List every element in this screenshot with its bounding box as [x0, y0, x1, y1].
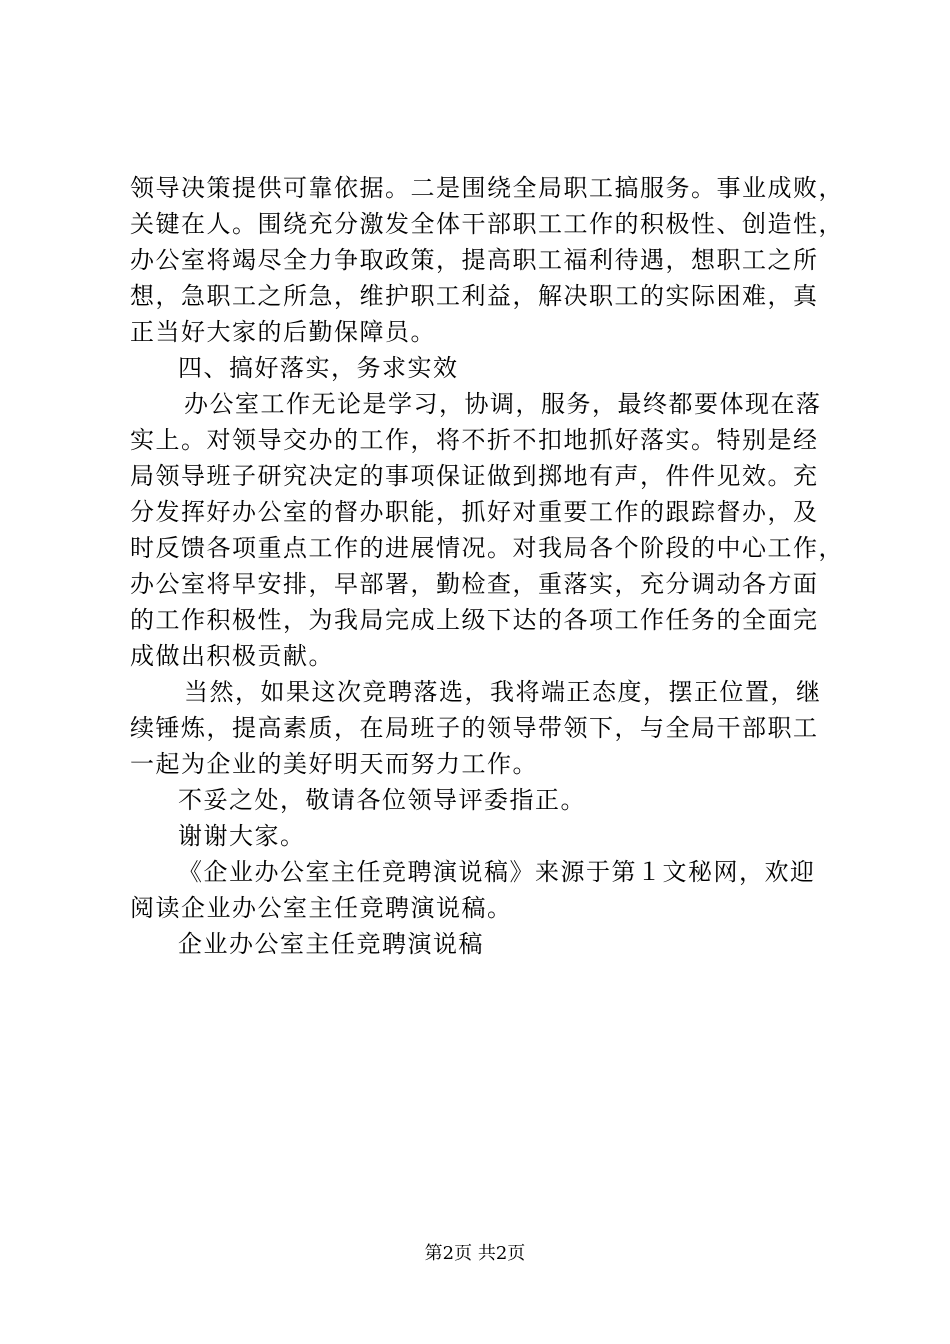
text-line: 分发挥好办公室的督办职能，抓好对重要工作的跟踪督办，及: [130, 498, 819, 526]
paragraph-source-note: [130, 854, 830, 926]
paragraph-if-not-selected: [130, 674, 830, 782]
text-line: 办公室将早安排，早部署，勤检查，重落实，充分调动各方面: [130, 570, 819, 598]
text-line: 实上。对领导交办的工作，将不折不扣地抓好落实。特别是经: [130, 426, 819, 454]
text-line: 成做出积极贡献。: [130, 642, 334, 670]
text-line: 想，急职工之所急，维护职工利益，解决职工的实际困难，真: [130, 282, 819, 310]
section-heading-four: [130, 350, 830, 386]
text-line: 续锤炼，提高素质，在局班子的领导带领下，与全局干部职工: [130, 714, 819, 742]
text-line: 四、搞好落实，务求实效: [178, 354, 459, 382]
paragraph-closing-request: [130, 782, 830, 818]
document-body: [130, 170, 844, 962]
text-line: 《企业办公室主任竞聘演说稿》来源于第１文秘网，欢迎: [178, 858, 816, 886]
text-line: 一起为企业的美好明天而努力工作。: [130, 750, 538, 778]
paragraph-service-staff: [130, 170, 844, 350]
text-line: 领导决策提供可靠依据。二是围绕全局职工搞服务。事业成败，: [130, 174, 844, 202]
paragraph-thanks: [130, 818, 830, 854]
text-line: 关键在人。围绕充分激发全体干部职工工作的积极性、创造性，: [130, 210, 844, 238]
paragraph-implementation: [130, 386, 844, 674]
page-footer: 第2页 共2页: [424, 1243, 526, 1264]
text-line: 办公室将竭尽全力争取政策，提高职工福利待遇，想职工之所: [130, 246, 819, 274]
text-line: 当然，如果这次竞聘落选，我将端正态度，摆正位置，继: [184, 678, 822, 706]
text-line: 局领导班子研究决定的事项保证做到掷地有声，件件见效。充: [130, 462, 819, 490]
text-line: 谢谢大家。: [178, 822, 306, 850]
text-line: 办公室工作无论是学习，协调，服务，最终都要体现在落: [184, 390, 822, 418]
text-line: 阅读企业办公室主任竞聘演说稿。: [130, 894, 513, 922]
paragraph-title-repeat: [130, 926, 830, 962]
text-line: 正当好大家的后勤保障员。: [130, 318, 436, 346]
text-line: 企业办公室主任竞聘演说稿: [178, 930, 484, 958]
text-line: 不妥之处，敬请各位领导评委指正。: [178, 786, 586, 814]
text-line: 时反馈各项重点工作的进展情况。对我局各个阶段的中心工作，: [130, 534, 844, 562]
text-line: 的工作积极性，为我局完成上级下达的各项工作任务的全面完: [130, 606, 819, 634]
